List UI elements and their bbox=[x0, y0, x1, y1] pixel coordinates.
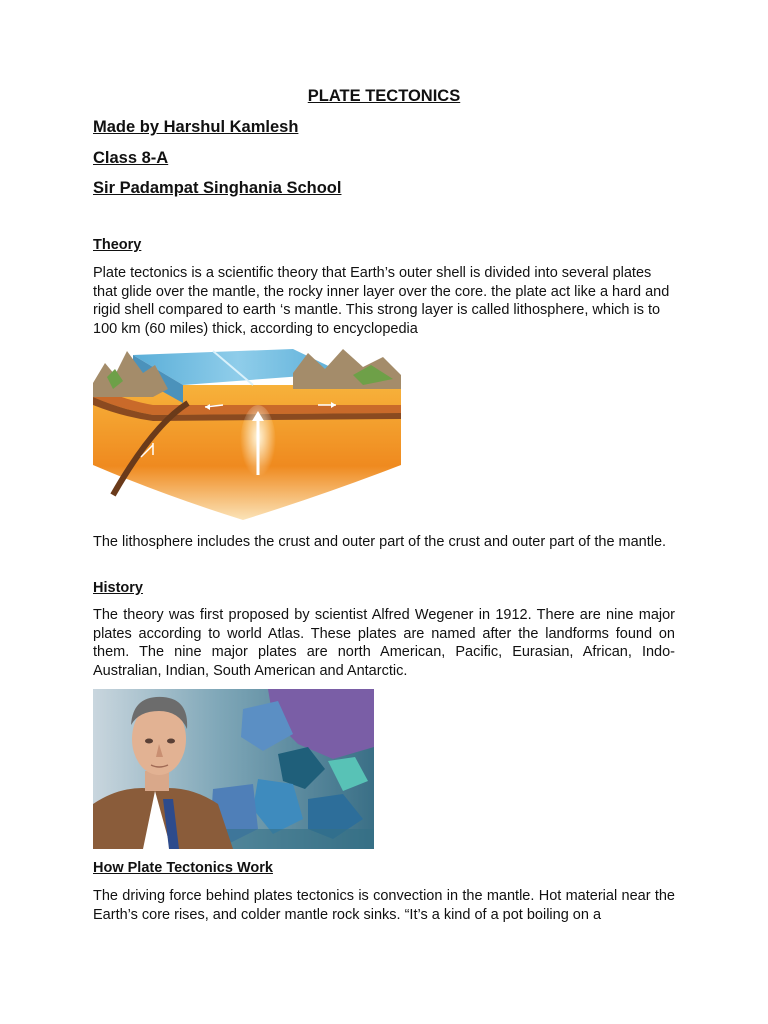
theory-paragraph: Plate tectonics is a scientific theory that Earth’s outer shell is divided into several plates that glide over the mantle, the rocky inner layer over the core. the plate act like a hard and rigid shell compared to earth ‘s mantle. This strong layer is called lithosphere, which is to 100 km (60 miles) thick, according to encyclopedia bbox=[93, 265, 670, 337]
history-heading: History bbox=[93, 580, 143, 596]
lithosphere-paragraph: The lithosphere includes the crust and outer part of the crust and outer part of the mantle. bbox=[93, 534, 667, 550]
document-title: PLATE TECTONICS bbox=[307, 87, 461, 105]
plate-boundary-illustration bbox=[93, 345, 401, 520]
class-line: Class 8-A bbox=[93, 149, 169, 167]
wegener-figure bbox=[93, 689, 374, 849]
how-it-works-paragraph: The driving force behind plates tectonics is convection in the mantle. Hot material near the Earth’s core rises, and colder mantle rock sinks. “It’s a kind of a pot boiling on a bbox=[93, 888, 675, 923]
author-line: Made by Harshul Kamlesh bbox=[93, 118, 299, 136]
theory-heading: Theory bbox=[93, 237, 142, 253]
plate-boundary-figure bbox=[93, 345, 401, 520]
wegener-portrait-map-illustration bbox=[93, 689, 374, 849]
school-line: Sir Padampat Singhania School bbox=[93, 179, 342, 197]
how-it-works-heading: How Plate Tectonics Work bbox=[93, 860, 273, 876]
history-paragraph: The theory was first proposed by scientist Alfred Wegener in 1912. There are nine major plates according to world Atlas. These plates are named after the landforms found on them. The nine major plates are north American, Pacific, Eurasian, African, Indo-Australian, Indian, South American and Antarctic. bbox=[93, 607, 675, 679]
